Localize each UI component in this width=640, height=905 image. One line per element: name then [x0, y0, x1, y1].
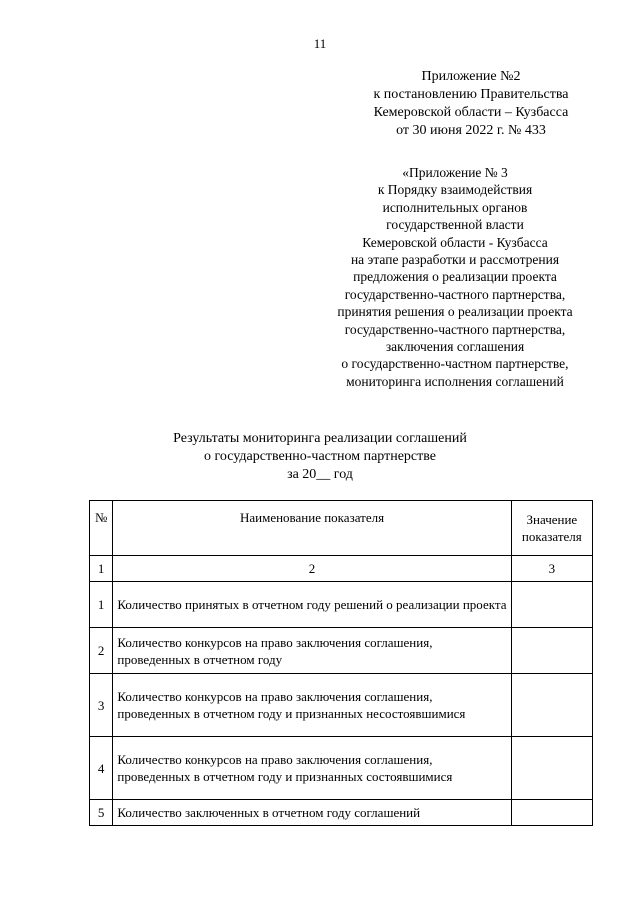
- appendix-block-line: принятия решения о реализации проекта: [337, 304, 573, 320]
- indicator-name: Количество конкурсов на право заключения соглашения, проведенных в отчетном году: [113, 628, 511, 674]
- appendix-block-line: о государственно-частном партнерстве,: [341, 356, 569, 372]
- report-title-line: Результаты мониторинга реализации соглашений: [173, 431, 467, 446]
- appendix-block-line: мониторинга исполнения соглашений: [346, 373, 564, 389]
- appendix-block: [290, 164, 620, 390]
- appendix-header: [366, 68, 576, 140]
- table-row: [90, 737, 593, 800]
- table-header-row: [90, 501, 593, 556]
- indicator-name: Количество заключенных в отчетном году соглашений: [113, 800, 511, 826]
- row-number: 4: [90, 737, 113, 800]
- appendix-block-line: предложения о реализации проекта: [353, 269, 557, 285]
- indicator-name: Количество конкурсов на право заключения соглашения, проведенных в отчетном году и признанных состоявшимися: [113, 737, 511, 800]
- appendix-header-line: Приложение №2: [421, 69, 521, 84]
- report-title-line: о государственно-частном партнерстве: [203, 449, 437, 464]
- column-number: 2: [113, 556, 511, 582]
- appendix-block-line: на этапе разработки и рассмотрения: [350, 252, 560, 268]
- appendix-header-line: от 30 июня 2022 г. № 433: [396, 123, 546, 138]
- row-number: 2: [90, 628, 113, 674]
- report-title: [0, 430, 640, 484]
- column-number: 1: [90, 556, 113, 582]
- table-row: [90, 628, 593, 674]
- header-value: Значение показателя: [511, 501, 592, 556]
- indicator-value: [511, 674, 592, 737]
- indicator-name: Количество конкурсов на право заключения соглашения, проведенных в отчетном году и признанных несостоявшимися: [113, 674, 511, 737]
- table-row: [90, 800, 593, 826]
- appendix-block-line: «Приложение № 3: [402, 165, 508, 180]
- indicators-table: [89, 500, 593, 826]
- header-num: №: [90, 501, 113, 556]
- indicator-name: Количество принятых в отчетном году решений о реализации проекта: [113, 582, 511, 628]
- indicator-value: [511, 582, 592, 628]
- table-row: [90, 582, 593, 628]
- row-number: 1: [90, 582, 113, 628]
- indicator-value: [511, 800, 592, 826]
- appendix-block-line: исполнительных органов: [382, 199, 528, 215]
- column-number-row: [90, 556, 593, 582]
- appendix-block-line: государственно-частного партнерства,: [344, 321, 566, 337]
- row-number: 5: [90, 800, 113, 826]
- indicator-value: [511, 628, 592, 674]
- appendix-block-line: государственной власти: [386, 217, 524, 233]
- column-number: 3: [511, 556, 592, 582]
- appendix-header-line: к постановлению Правительства: [373, 87, 569, 102]
- appendix-header-line: Кемеровской области – Кузбасса: [373, 105, 569, 120]
- appendix-block-line: Кемеровской области - Кузбасса: [362, 234, 548, 250]
- appendix-block-line: заключения соглашения: [385, 339, 525, 355]
- report-title-line: за 20__ год: [287, 467, 353, 482]
- page-number: 11: [313, 36, 327, 51]
- appendix-block-line: к Порядку взаимодействия: [377, 182, 533, 198]
- table-row: [90, 674, 593, 737]
- row-number: 3: [90, 674, 113, 737]
- indicator-value: [511, 737, 592, 800]
- header-name: Наименование показателя: [113, 501, 511, 556]
- appendix-block-line: государственно-частного партнерства,: [344, 286, 566, 302]
